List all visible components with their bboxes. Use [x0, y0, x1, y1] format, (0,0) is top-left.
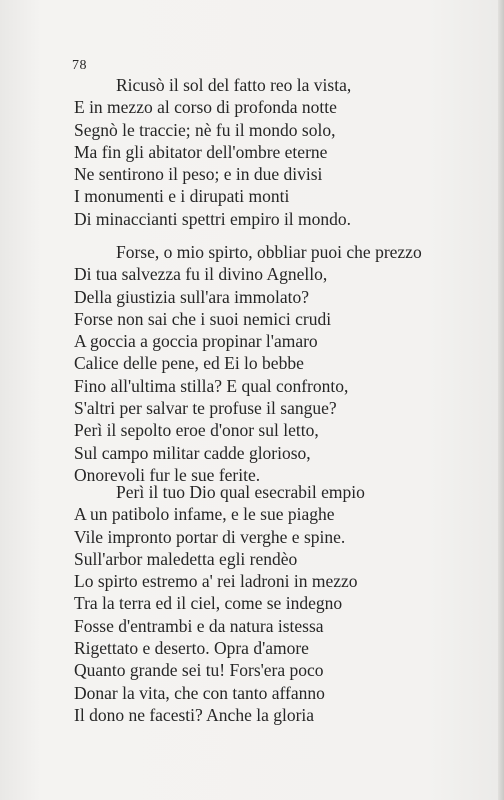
- verse-line: E in mezzo al corso di profonda notte: [74, 97, 337, 118]
- verse-line: Perì il sepolto eroe d'onor sul letto,: [74, 420, 319, 441]
- page-edge: [498, 0, 504, 800]
- verse-line: Della giustizia sull'ara immolato?: [74, 286, 309, 307]
- verse-line: Forse, o mio spirto, obbliar puoi che prezzo: [116, 242, 422, 262]
- verse-line: Perì il tuo Dio qual esecrabil empio: [116, 482, 365, 502]
- verse-line: S'altri per salvar te profuse il sangue?: [74, 398, 337, 419]
- stanza-1: [74, 74, 351, 230]
- verse-line: Ma fin gli abitator dell'ombre eterne: [74, 141, 328, 162]
- verse-line: Forse non sai che i suoi nemici crudi: [74, 308, 332, 329]
- verse-line: I monumenti e i dirupati monti: [74, 186, 290, 207]
- verse-line: A un patibolo infame, e le sue piaghe: [74, 504, 335, 525]
- verse-line: Sull'arbor maledetta egli rendèo: [74, 548, 298, 569]
- verse-line: Di tua salvezza fu il divino Agnello,: [74, 264, 328, 285]
- verse-line: Quanto grande sei tu! Fors'era poco: [74, 660, 324, 681]
- verse-line: Di minaccianti spettri empiro il mondo.: [74, 208, 352, 229]
- page-number: 78: [72, 58, 87, 73]
- verse-line: Fosse d'entrambi e da natura istessa: [74, 615, 324, 636]
- verse-line: Il dono ne facesti? Anche la gloria: [74, 704, 315, 725]
- verse-line: Ricusò il sol del fatto reo la vista,: [116, 75, 352, 95]
- verse-line: Tra la terra ed il ciel, come se indegno: [74, 593, 343, 614]
- verse-line: Onorevoli fur le sue ferite.: [74, 464, 261, 485]
- verse-line: Lo spirto estremo a' rei ladroni in mezzo: [74, 571, 358, 592]
- verse-line: Segnò le traccie; nè fu il mondo solo,: [74, 119, 336, 140]
- stanza-2: [74, 241, 422, 486]
- verse-line: Sul campo militar cadde glorioso,: [74, 442, 311, 463]
- stanza-3: [74, 481, 365, 726]
- verse-line: Ne sentirono il peso; e in due divisi: [74, 164, 323, 185]
- verse-line: Vile impronto portar di verghe e spine.: [74, 526, 346, 547]
- verse-line: Calice delle pene, ed Ei lo bebbe: [74, 353, 304, 374]
- verse-line: Fino all'ultima stilla? E qual confronto,: [74, 375, 349, 396]
- verse-line: Donar la vita, che con tanto affanno: [74, 682, 325, 703]
- verse-line: Rigettato e deserto. Opra d'amore: [74, 638, 309, 659]
- verse-line: A goccia a goccia propinar l'amaro: [74, 331, 318, 352]
